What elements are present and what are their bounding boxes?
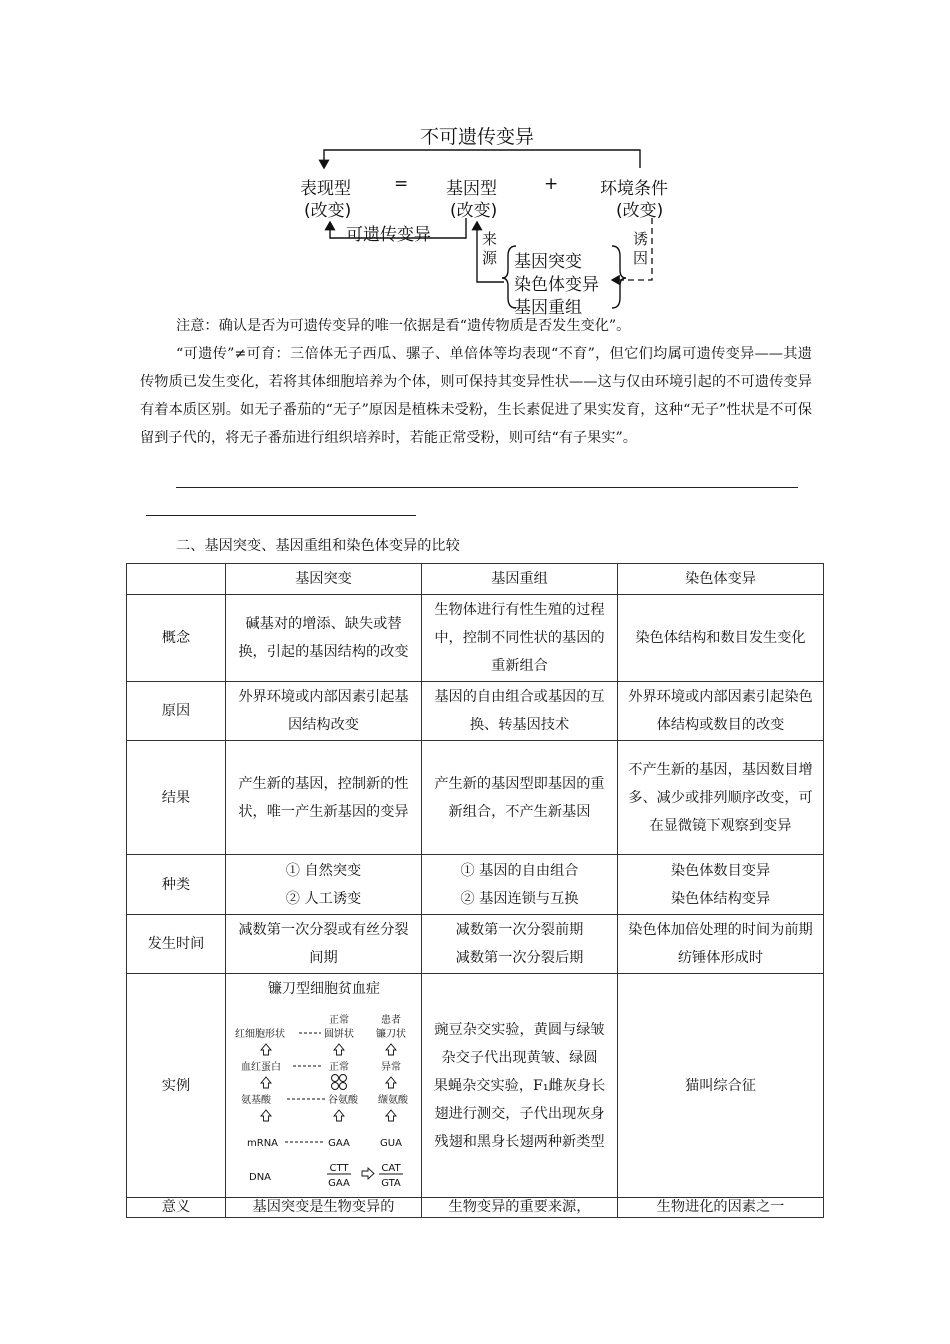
non-heritable-arrow xyxy=(324,150,640,168)
rbc-normal: 圆饼状 xyxy=(323,1029,354,1040)
header-gene-mutation: 基因突变 xyxy=(226,564,422,595)
table-row xyxy=(127,855,824,915)
linkage-exchange: ② 基因连锁与互换 xyxy=(460,890,579,907)
table-row xyxy=(127,1198,824,1218)
source-label: 来源 xyxy=(482,230,498,267)
rbc-patient: 镰刀状 xyxy=(375,1029,406,1040)
hemoglobin-icon xyxy=(331,1075,346,1090)
cell-mutation xyxy=(226,974,422,1198)
row-label: 结果 xyxy=(127,741,226,855)
plus-sign: + xyxy=(544,174,559,194)
up-arrow-icon xyxy=(261,1044,396,1055)
variation-diagram xyxy=(290,118,710,318)
dna-patient-top: CAT xyxy=(380,1163,401,1174)
cell-chromosome: 生物进化的因素之一 xyxy=(618,1198,824,1218)
cell-chromosome: 猫叫综合征 xyxy=(618,974,824,1198)
genotype-change: (改变) xyxy=(450,201,498,221)
cell-chromosome: 染色体结构和数目发生变化 xyxy=(618,595,824,682)
phenotype-label: 表现型 xyxy=(300,179,351,199)
rbc-label: 红细胞形状 xyxy=(234,1029,285,1040)
cell-recombination: 生物体进行有性生殖的过程中，控制不同性状的基因的重新组合 xyxy=(422,595,618,682)
up-arrow-icon xyxy=(261,1110,396,1121)
meiosis-anaphase: 减数第一次分裂后期 xyxy=(455,950,584,966)
cell-recombination xyxy=(422,915,618,974)
phenotype-change: (改变) xyxy=(304,201,352,221)
row-label: 原因 xyxy=(127,682,226,741)
table-row xyxy=(127,974,824,1198)
pea-cross-example: 豌豆杂交实验，黄圆与绿皱杂交子代出现黄皱、绿圆 xyxy=(434,1021,605,1066)
header-empty xyxy=(127,564,226,595)
right-brace xyxy=(612,246,626,308)
cell-mutation: 基因突变是生物变异的 xyxy=(226,1198,422,1218)
mrna-patient: GUA xyxy=(379,1138,402,1149)
hb-label: 血红蛋白 xyxy=(240,1062,281,1073)
cell-mutation: 产生新的基因，控制新的性状，唯一产生新基因的变异 xyxy=(226,741,422,855)
fruit-fly-example: 果蝇杂交实验，F₁雌灰身长翅进行测交，子代出现灰身残翅和黑身长翅两种新类型 xyxy=(433,1077,606,1150)
table-row xyxy=(127,595,824,682)
normal-header: 正常 xyxy=(328,1015,349,1026)
dna-normal-top: CTT xyxy=(328,1163,349,1174)
cell-chromosome xyxy=(618,855,824,915)
cell-chromosome: 染色体加倍处理的时间为前期纺锤体形成时 xyxy=(618,915,824,974)
section-title: 二、基因突变、基因重组和染色体变异的比较 xyxy=(176,538,460,554)
cell-recombination: 产生新的基因型即基因的重新组合，不产生新基因 xyxy=(422,741,618,855)
heritable-label: 可遗传变异 xyxy=(346,225,431,245)
aa-patient: 缬氨酸 xyxy=(377,1095,408,1106)
table-row xyxy=(127,741,824,855)
free-combination: ① 基因的自由组合 xyxy=(460,862,579,879)
genotype-label: 基因型 xyxy=(446,179,497,199)
heritable-paragraph: “可遗传”≠可育：三倍体无子西瓜、骡子、单倍体等均表现“不育”，但它们均属可遗传变异——其遗传物质已发生变化，若将其体细胞培养为个体，则可保持其变异性状——这与仅由环境引起的不可遗传变异有着本质区别。如无子番茄的“无子”原因是植株未受粉，生长素促进了果实发育，这种“无子”性状是不可保留到子代的，将无子番茄进行组织培养时，若能正常受粉，则可结“有子果实”。 xyxy=(140,346,812,446)
hb-normal: 正常 xyxy=(328,1062,349,1073)
induced-mutation: ② 人工诱变 xyxy=(285,890,362,907)
answer-line-2 xyxy=(146,515,416,516)
environment-label: 环境条件 xyxy=(600,179,668,199)
cell-chromosome: 不产生新的基因，基因数目增多、减少或排列顺序改变，可在显微镜下观察到变异 xyxy=(618,741,824,855)
table-header-row xyxy=(127,564,824,595)
row-label: 种类 xyxy=(127,855,226,915)
meiosis-prophase: 减数第一次分裂前期 xyxy=(455,922,584,938)
induce-label: 诱因 xyxy=(633,230,649,267)
natural-mutation: ① 自然突变 xyxy=(285,862,362,879)
source-gene-mutation: 基因突变 xyxy=(514,252,582,272)
answer-line-1 xyxy=(176,487,798,488)
cell-recombination: 生物变异的重要来源， xyxy=(422,1198,618,1218)
cell-mutation: 外界环境或内部因素引起基因结构改变 xyxy=(226,682,422,741)
sickle-cell-diagram xyxy=(229,974,419,1196)
comparison-table xyxy=(126,563,824,1218)
cell-recombination xyxy=(422,855,618,915)
diagram-title: 不可遗传变异 xyxy=(420,126,535,148)
aa-normal: 谷氨酸 xyxy=(327,1095,358,1106)
table-row xyxy=(127,682,824,741)
patient-header: 患者 xyxy=(380,1015,401,1026)
cell-recombination: 基因的自由组合或基因的互换、转基因技术 xyxy=(422,682,618,741)
mrna-normal: GAA xyxy=(327,1138,350,1149)
table-row xyxy=(127,915,824,974)
row-label: 意义 xyxy=(127,1198,226,1218)
sickle-title: 镰刀型细胞贫血症 xyxy=(267,981,380,997)
right-arrow-icon xyxy=(362,1168,374,1179)
dna-patient-bottom: GTA xyxy=(380,1178,401,1189)
source-gene-recombination: 基因重组 xyxy=(514,298,582,318)
row-label: 概念 xyxy=(127,595,226,682)
row-label: 实例 xyxy=(127,974,226,1198)
dna-normal-bottom: GAA xyxy=(327,1178,350,1189)
aa-label: 氨基酸 xyxy=(240,1095,271,1106)
equals-sign: = xyxy=(394,174,409,194)
header-gene-recombination: 基因重组 xyxy=(422,564,618,595)
up-arrow-icon xyxy=(261,1077,396,1088)
cell-mutation: 减数第一次分裂或有丝分裂间期 xyxy=(226,915,422,974)
header-chromosome-variation: 染色体变异 xyxy=(618,564,824,595)
cell-mutation xyxy=(226,855,422,915)
note-text: 注意：确认是否为可遗传变异的唯一依据是看“遗传物质是否发生变化”。 xyxy=(176,318,631,334)
source-chromosome-variation: 染色体变异 xyxy=(514,275,599,295)
cell-mutation: 碱基对的增添、缺失或替换，引起的基因结构的改变 xyxy=(226,595,422,682)
dna-label: DNA xyxy=(248,1172,271,1183)
number-variation: 染色体数目变异 xyxy=(670,862,771,879)
cell-recombination xyxy=(422,974,618,1198)
row-label: 发生时间 xyxy=(127,915,226,974)
hb-patient: 异常 xyxy=(380,1062,401,1073)
environment-change: (改变) xyxy=(616,201,664,221)
cell-chromosome: 外界环境或内部因素引起染色体结构或数目的改变 xyxy=(618,682,824,741)
mrna-label: mRNA xyxy=(246,1138,278,1149)
structure-variation: 染色体结构变异 xyxy=(670,890,771,907)
